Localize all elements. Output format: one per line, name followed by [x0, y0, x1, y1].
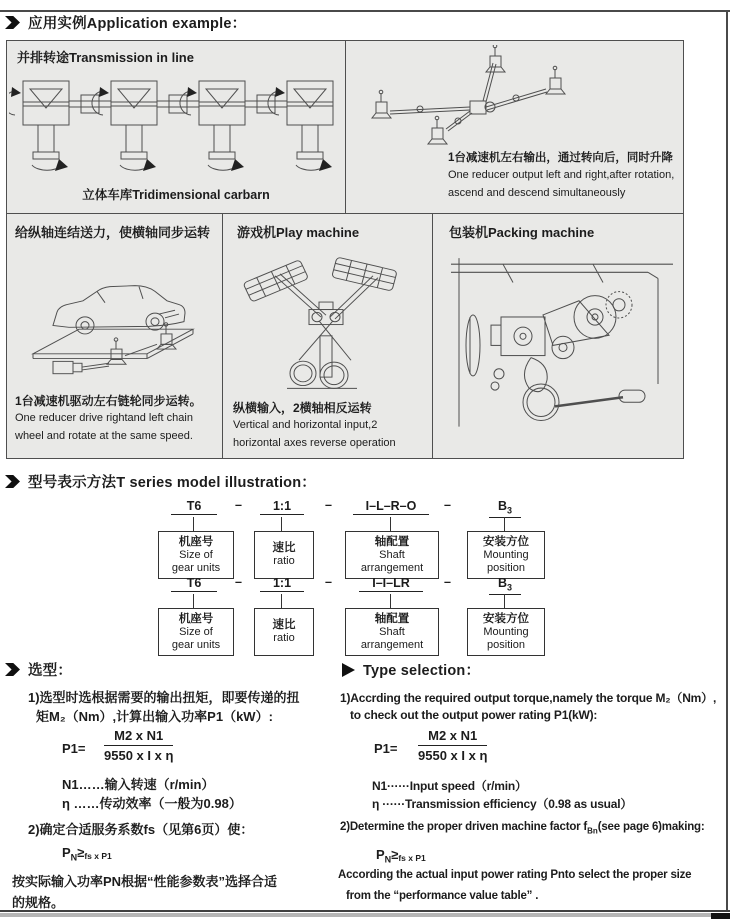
selection-en-n1: N1······Input speed（r/min）: [372, 779, 527, 793]
connector-line: [504, 594, 505, 608]
power-formula-en: $\frac{\text{M2 x N1}}{\text{9550 x I x η}}$: [418, 728, 488, 763]
section-flag-icon: [5, 16, 20, 29]
panel-caption-zh: 纵横输入，2横轴相反运转: [233, 401, 372, 415]
selection-cn-title: 选型：: [28, 663, 73, 679]
panel-caption-en1: One reducer output left and right,after rotation,: [448, 169, 675, 181]
formula-lhs-cn: P1=: [62, 741, 86, 756]
panel-transmission-in-line: [7, 41, 346, 214]
selection-en-eta: η ······Transmission efficiency（0.98 as usual）: [372, 797, 633, 811]
model-box-shaft: 轴配置 Shaft arrangement: [345, 531, 439, 579]
panel-caption-en2: wheel and rotate at the same speed.: [15, 430, 193, 442]
power-formula-cn: $\frac{\text{M2 x N1}}{\text{9550 x I x η}}$: [104, 728, 174, 763]
model-dash: –: [325, 575, 332, 589]
model-box-shaft: 轴配置 Shaft arrangement: [345, 608, 439, 656]
panel-play-machine: [223, 214, 433, 458]
connector-line: [193, 517, 194, 531]
selection-en-intro1: 1)Accrding the required output torque,namely the torque M₂（Nm）,: [340, 691, 717, 705]
mount-code: B: [497, 576, 507, 590]
panel-caption-zh: 1台减速机左右输出，通过转向后，同时升降: [448, 152, 673, 164]
panel-caption-en1: One reducer drive rightand left chain: [15, 412, 193, 424]
panel-packing-machine: [433, 214, 683, 458]
model-code-size: T6: [171, 576, 217, 592]
page-corner-mark: [711, 913, 730, 919]
selection-cn-note1: 按实际输入功率PN根据“性能参数表”选择合适: [12, 874, 278, 889]
model-code-ratio: 1:1: [260, 576, 304, 592]
model-code-shaft: I–L–R–O: [353, 499, 429, 515]
connector-line: [390, 517, 391, 531]
model-box-size: 机座号 Size of gear units: [158, 531, 234, 579]
model-code-mounting: [489, 576, 521, 595]
selection-en-note2: from the “performance value table” .: [346, 890, 539, 902]
model-dash: –: [444, 498, 451, 512]
model-illustration-header: [5, 471, 316, 492]
selection-cn-eta: η ……传动效率（一般为0.98）: [62, 796, 242, 811]
selection-cn-intro2: 矩M₂（Nm）,计算出输入功率P1（kW）:: [36, 709, 273, 724]
car-platform-drawing: [9, 244, 217, 386]
panel-caption-en2: ascend and descend simultaneously: [448, 187, 626, 199]
page-bottom-border: [0, 910, 730, 912]
panel-title: 给纵轴连结送力，使横轴同步运转: [15, 225, 211, 240]
selection-en-note1: According the actual input power rating Pnto select the proper size: [338, 869, 692, 881]
panel-caption-en2: horizontal axes reverse operation: [233, 437, 396, 449]
panel-caption-zh: 1台减速机驱动左右链轮同步运转。: [15, 394, 202, 408]
type-selection-header: [342, 659, 480, 680]
model-code-mounting: [489, 499, 521, 518]
page-right-border: [726, 10, 728, 910]
service-factor-inequality-cn: $P_N\ge fs$ x P1: [62, 845, 112, 863]
selection-cn-note2: 的规格。: [12, 895, 65, 910]
panel-title: 并排转途Transmission in line: [17, 50, 194, 65]
panel-updown-reducer: [346, 41, 683, 214]
gearbox-line-drawing: [9, 79, 341, 181]
selection-cn-header: [5, 659, 72, 680]
panel-title: 包装机Packing machine: [449, 225, 595, 240]
formula-lhs-en: P1=: [374, 741, 398, 756]
model-dash: –: [325, 498, 332, 512]
selection-cn-intro1: 1)选型时选根据需要的输出扭矩，即要传递的扭: [28, 690, 300, 705]
connector-line: [193, 594, 194, 608]
connector-line: [281, 517, 282, 531]
section-flag-icon: [5, 475, 20, 488]
panel-caption-en1: Vertical and horizontal input,2: [233, 419, 378, 431]
selection-en-intro2: to check out the output power rating P1(kW):: [350, 708, 598, 722]
mount-code: B: [497, 499, 507, 513]
panel-caption: 立体车库Tridimensional carbarn: [82, 188, 270, 202]
panel-title: 游戏机Play machine: [237, 225, 360, 240]
model-dash: –: [444, 575, 451, 589]
model-box-size: 机座号 Size of gear units: [158, 608, 234, 656]
model-code-size: T6: [171, 499, 217, 515]
connector-line: [281, 594, 282, 608]
model-box-mounting: 安装方位 Mounting position: [467, 608, 545, 656]
jack-system-drawing: [350, 45, 682, 145]
right-triangle-icon: [342, 663, 355, 677]
selection-cn-n1: N1……输入转速（r/min）: [62, 777, 215, 792]
selection-cn-step2: 2)确定合适服务系数fs（见第6页）使：: [28, 822, 254, 837]
model-illustration-title: 型号表示方法T series model illustration：: [28, 475, 316, 491]
model-box-ratio: 速比 ratio: [254, 531, 314, 579]
application-example-header: [5, 12, 246, 33]
connector-line: [390, 594, 391, 608]
mount-code-sub: 3: [507, 505, 513, 516]
type-selection-title: Type selection：: [363, 663, 481, 679]
page-bottom-border-shadow: [0, 913, 730, 917]
model-code-shaft: I–I–LR: [359, 576, 423, 592]
model-box-ratio: 速比 ratio: [254, 608, 314, 656]
selection-en-step2: 2)Determine the proper driven machine factor $f_{Bn}(see$ page 6)making:: [340, 821, 705, 836]
model-code-ratio: 1:1: [260, 499, 304, 515]
packing-machine-drawing: [443, 252, 678, 450]
section-flag-icon: [5, 663, 20, 676]
panel-chain-drive: [7, 214, 223, 458]
model-dash: –: [235, 575, 242, 589]
model-box-mounting: 安装方位 Mounting position: [467, 531, 545, 579]
application-example-title: 应用实例Application example：: [28, 16, 247, 32]
application-panels-grid: [6, 40, 684, 459]
play-machine-drawing: [235, 242, 420, 394]
model-dash: –: [235, 498, 242, 512]
mount-code-sub: 3: [507, 582, 513, 593]
service-factor-inequality-en: $P_N\ge fs$ x P1: [376, 847, 426, 865]
connector-line: [504, 517, 505, 531]
